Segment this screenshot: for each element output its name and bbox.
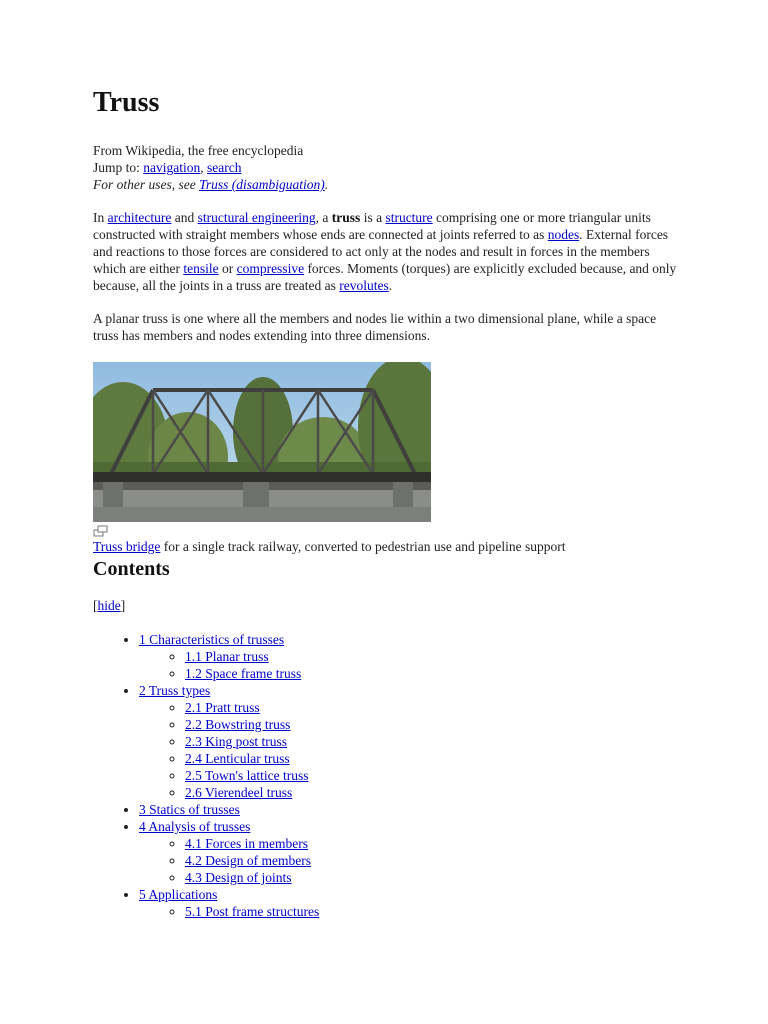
toc-subitem: [185, 716, 683, 733]
toggle-close-bracket: ]: [120, 598, 126, 613]
toc-sublink[interactable]: 2.6 Vierendeel truss: [185, 785, 293, 800]
toc-subitem: [185, 852, 683, 869]
toc-item: [139, 682, 683, 801]
site-tagline: From Wikipedia, the free encyclopedia: [93, 143, 304, 158]
article: [93, 86, 683, 920]
hatnote: [93, 176, 683, 193]
bold-term: truss: [331, 210, 361, 225]
jump-label: Jump to:: [93, 160, 144, 175]
table-of-contents: [93, 631, 683, 920]
inline-link[interactable]: nodes: [547, 227, 580, 242]
toc-sublist: [139, 835, 683, 886]
toc-subitem: [185, 784, 683, 801]
toc-sublist: [139, 699, 683, 801]
paragraph-text: , a: [315, 210, 332, 225]
enlarge-icon[interactable]: [93, 524, 109, 538]
toc-sublink[interactable]: 1.2 Space frame truss: [185, 666, 302, 681]
toc-link[interactable]: 3 Statics of trusses: [139, 802, 240, 817]
toc-subitem: [185, 665, 683, 682]
toc-item: [139, 801, 683, 818]
toc-subitem: [185, 648, 683, 665]
hatnote-prefix: For other uses, see: [93, 177, 200, 192]
toc-link[interactable]: 2 Truss types: [139, 683, 211, 698]
toc-sublink[interactable]: 5.1 Post frame structures: [185, 904, 320, 919]
toc-subitem: [185, 750, 683, 767]
hide-toc-link[interactable]: hide: [97, 598, 121, 613]
toc-sublink[interactable]: 1.1 Planar truss: [185, 649, 269, 664]
figure: [93, 362, 683, 555]
toc-subitem: [185, 869, 683, 886]
toc-sublist: [139, 903, 683, 920]
toc-item: [139, 818, 683, 886]
intro-paragraph: [93, 209, 683, 294]
inline-link[interactable]: tensile: [183, 261, 219, 276]
toc-toggle: [93, 597, 683, 614]
figure-caption: [93, 538, 683, 555]
planar-truss-paragraph: A planar truss is one where all the members and nodes lie within a two dimensional plane, while a space truss has members and nodes extending into three dimensions.: [93, 311, 657, 343]
toc-sublink[interactable]: 2.5 Town's lattice truss: [185, 768, 309, 783]
toc-sublink[interactable]: 2.4 Lenticular truss: [185, 751, 290, 766]
toc-subitem: [185, 733, 683, 750]
caption-text: for a single track railway, converted to pedestrian use and pipeline support: [160, 539, 566, 554]
inline-link[interactable]: revolutes: [339, 278, 389, 293]
hatnote-suffix: .: [324, 177, 329, 192]
paragraph-text: is a: [360, 210, 386, 225]
toc-link[interactable]: 5 Applications: [139, 887, 218, 902]
inline-link[interactable]: structure: [385, 210, 433, 225]
truss-bridge-photo[interactable]: [93, 362, 431, 522]
paragraph-text: or: [218, 261, 237, 276]
toc-item: [139, 886, 683, 920]
inline-link[interactable]: compressive: [236, 261, 305, 276]
toc-sublist: [139, 648, 683, 682]
truss-bridge-link[interactable]: Truss bridge: [93, 539, 161, 554]
paragraph-text: and: [171, 210, 198, 225]
toggle-open-bracket: [: [93, 598, 98, 613]
page-title: Truss: [93, 87, 160, 118]
toc-sublink[interactable]: 4.3 Design of joints: [185, 870, 292, 885]
jump-separator: ,: [200, 160, 208, 175]
paragraph-text: In: [93, 210, 108, 225]
navigation-link[interactable]: navigation: [143, 160, 201, 175]
toc-link[interactable]: 4 Analysis of trusses: [139, 819, 251, 834]
contents-heading: Contents: [93, 558, 170, 580]
toc-subitem: [185, 767, 683, 784]
inline-link[interactable]: structural engineering: [197, 210, 316, 225]
toc-sublink[interactable]: 2.1 Pratt truss: [185, 700, 260, 715]
toc-sublink[interactable]: 4.2 Design of members: [185, 853, 311, 868]
jump-links: [93, 159, 683, 176]
toc-subitem: [185, 835, 683, 852]
toc-sublink[interactable]: 4.1 Forces in members: [185, 836, 308, 851]
toc-item: [139, 631, 683, 682]
paragraph-text: .: [388, 278, 393, 293]
paragraph-text: forces. Moments (torques) are explicitly excluded because, and only because, all the joints in a truss are treated as: [93, 261, 677, 293]
toc-subitem: [185, 699, 683, 716]
toc-link[interactable]: 1 Characteristics of trusses: [139, 632, 285, 647]
toc-sublink[interactable]: 2.2 Bowstring truss: [185, 717, 291, 732]
paragraph-text: comprising one or more triangular units constructed with straight members whose ends are connected at joints referred to as: [93, 210, 651, 242]
inline-link[interactable]: architecture: [107, 210, 172, 225]
search-link[interactable]: search: [207, 160, 242, 175]
toc-sublink[interactable]: 2.3 King post truss: [185, 734, 288, 749]
disambiguation-link[interactable]: Truss (disambiguation): [199, 177, 325, 192]
paragraph-text: . External forces and reactions to those forces are considered to act only at the nodes and result in forces in the members which are either: [93, 227, 669, 276]
toc-subitem: [185, 903, 683, 920]
